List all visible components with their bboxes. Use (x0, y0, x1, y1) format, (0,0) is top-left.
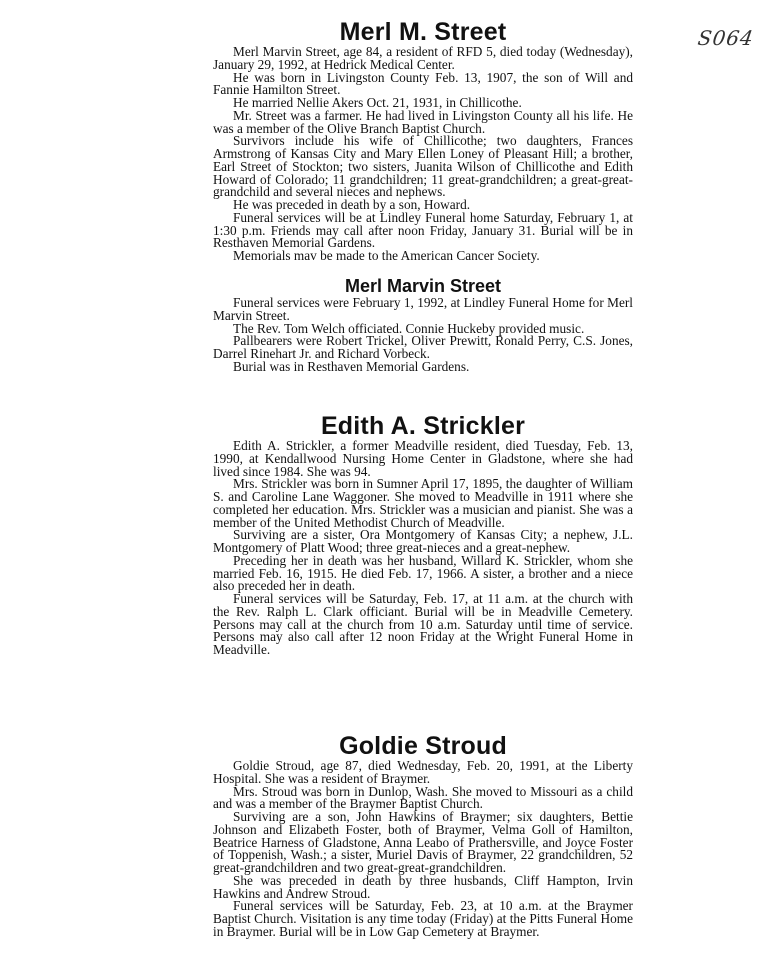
obituary-paragraph: Surviving are a son, John Hawkins of Braymer; six daughters, Bettie Johnson and Elizabeth Foster, both of Braymer, Velma Goll of Hamilton, Beatrice Harness of Gladstone, Anna Leabo of Prathersville, and Joyce Foster of Toppenish, Wash.; a sister, Muriel Davis of Braymer, 22 grandchildren, 52 great-grandchildren and two great-great-grandchildren. (213, 809, 633, 875)
obituary-paragraph: He married Nellie Akers Oct. 21, 1931, in Chillicothe. (233, 95, 522, 110)
obituary-paragraph: Survivors include his wife of Chillicothe; two daughters, Frances Armstrong of Kansas City and Mary Ellen Loney of Pleasant Hill; a brother, Earl Street of Stockton; two sisters, Juanita Wilson of Chillicothe and Edith Howard of Colorado; 11 grandchildren; 11 great-grandchildren; a great-great-grandchild and several nieces and nephews. (213, 133, 633, 200)
obituary-title: Merl Marvin Street (344, 276, 502, 296)
obituary-paragraph: Edith A. Strickler, a former Meadville resident, died Tuesday, Feb. 13, 1990, at Kendallwood Nursing Home Center in Gladstone, where she had lived since 1984. She was 94. (213, 438, 633, 479)
obituary-paragraph: She was preceded in death by three husbands, Cliff Hampton, Irvin Hawkins and Andrew Stroud. (213, 872, 633, 901)
obituary-edith-a-strickler (213, 412, 633, 657)
obituary-paragraph: Pallbearers were Robert Trickel, Oliver Prewitt, Ronald Perry, C.S. Jones, Darrel Rinehart Jr. and Richard Vorbeck. (213, 333, 633, 361)
obituary-title: Goldie Stroud (339, 732, 507, 760)
obituary-merl-m-street (213, 18, 633, 263)
obituary-paragraph: He was born in Livingston County Feb. 13, 1907, the son of Will and Fannie Hamilton Street. (213, 69, 633, 98)
obituary-paragraph: The Rev. Tom Welch officiated. Connie Huckeby provided music. (233, 320, 585, 336)
obituary-paragraph: Preceding her in death was her husband, Willard K. Strickler, whom she married Feb. 16, 1915. He died Feb. 17, 1966. A sister, a brother and a niece also preceded her in death. (213, 552, 633, 594)
obituary-paragraph: Funeral services will be Saturday, Feb. 23, at 10 a.m. at the Braymer Baptist Church. Visitation is any time today (Friday) at the Pitts Funeral Home in Braymer. Burial will be in Low Gap Cemetery at Braymer. (213, 898, 633, 939)
obituary-paragraph: Funeral services were February 1, 1992, at Lindley Funeral Home for Merl Marvin Street. (213, 295, 633, 323)
obituary-paragraph: Memorials mav be made to the American Cancer Society. (233, 248, 540, 263)
handwritten-archive-mark: S064 (696, 26, 756, 50)
obituary-paragraph: Mrs. Stroud was born in Dunlop, Wash. She moved to Missouri as a child and was a member of the Braymer Baptist Church. (213, 783, 633, 812)
obituary-paragraph: Burial was in Resthaven Memorial Gardens. (233, 358, 470, 374)
obituary-paragraph: He was preceded in death by a son, Howard. (233, 197, 471, 212)
obituary-merl-marvin-street (213, 275, 633, 374)
obituary-paragraph: Funeral services will be Saturday, Feb. 17, at 11 a.m. at the church with the Rev. Ralph L. Clark officiant. Burial will be in Meadville Cemetery. Persons may call at the church from 10 a.m. Saturday until time of service. Persons may also call after 12 noon Friday at the Wright Funeral Home in Meadville. (213, 591, 633, 657)
obituary-paragraph: Mrs. Strickler was born in Sumner April 17, 1895, the daughter of William S. and Caroline Lane Waggoner. She moved to Meadville in 1911 where she completed her education. Mrs. Strickler was a musician and pianist. She was a member of the United Methodist Church of Meadville. (213, 476, 633, 530)
obituary-title: Merl M. Street (339, 18, 507, 46)
obituary-paragraph: Mr. Street was a farmer. He had lived in Livingston County all his life. He was a member of the Olive Branch Baptist Church. (213, 107, 633, 136)
obituary-paragraph: Goldie Stroud, age 87, died Wednesday, Feb. 20, 1991, at the Liberty Hospital. She was a resident of Braymer. (213, 758, 633, 786)
obituary-goldie-stroud (213, 732, 633, 939)
obituary-paragraph: Funeral services will be at Lindley Funeral home Saturday, February 1, at 1:30 p.m. Friends may call after noon Friday, January 31. Burial will be in Resthaven Memorial Gardens. (213, 209, 633, 251)
obituary-paragraph: Surviving are a sister, Ora Montgomery of Kansas City; a nephew, J.L. Montgomery of Platt Wood; three great-nieces and a great-nephew. (213, 527, 633, 555)
obituary-title: Edith A. Strickler (320, 412, 526, 440)
obituary-paragraph: Merl Marvin Street, age 84, a resident of RFD 5, died today (Wednesday), January 29, 1992, at Hedrick Medical Center. (213, 44, 633, 72)
